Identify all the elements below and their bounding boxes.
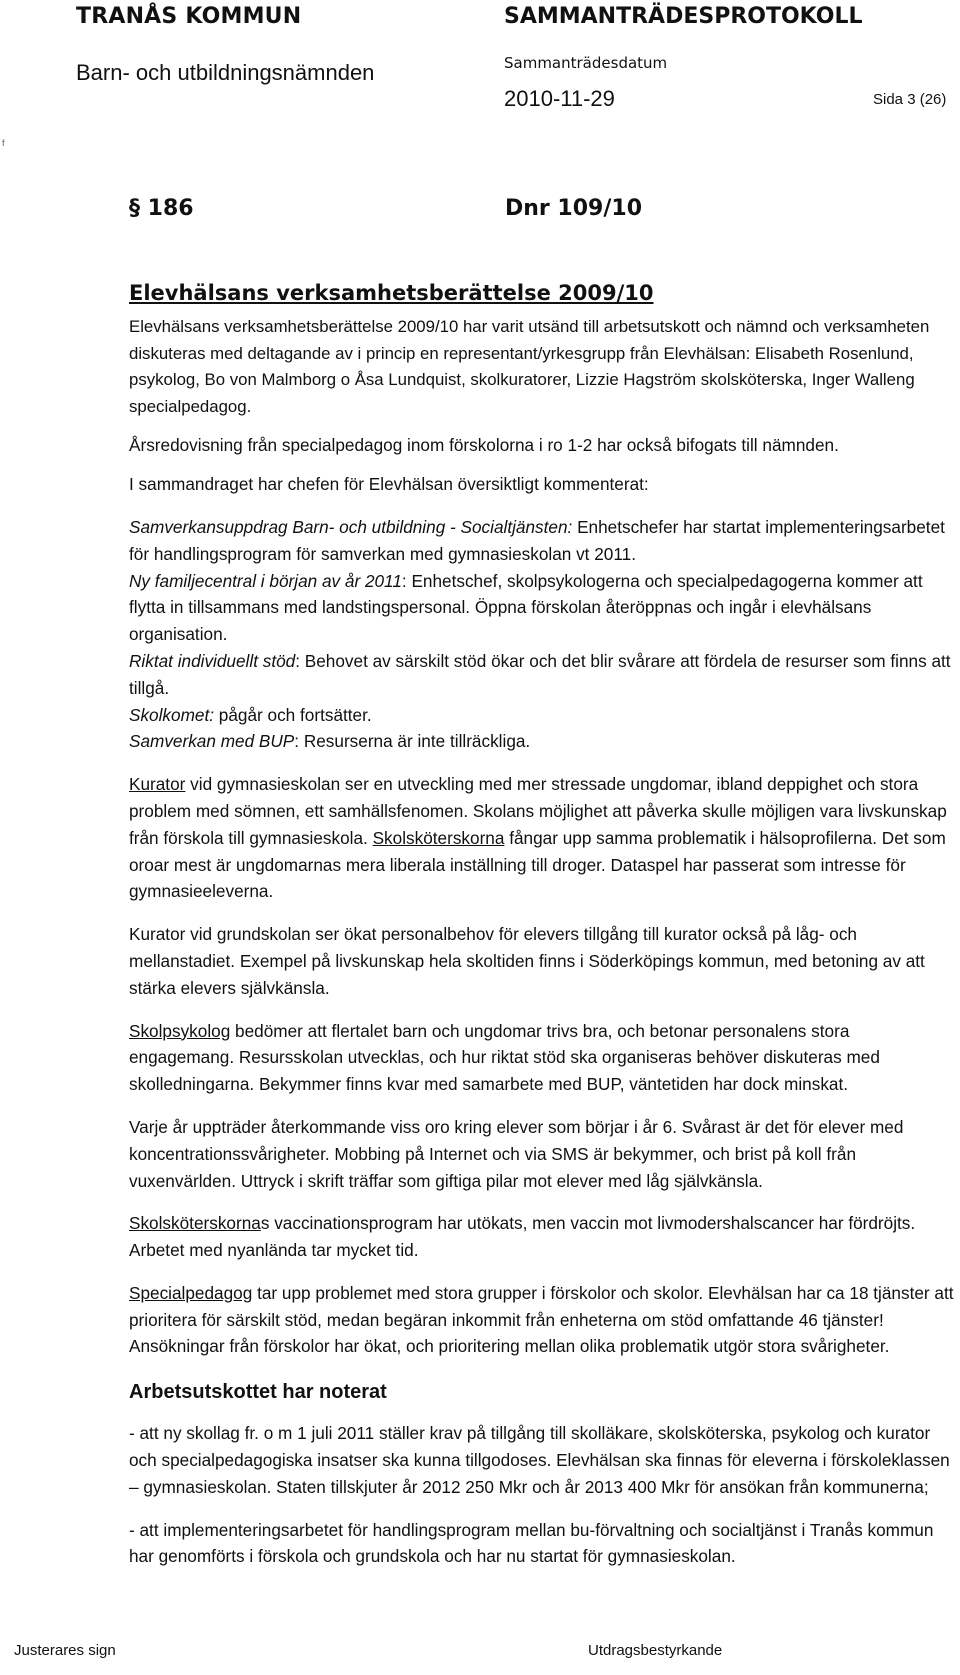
paragraph-5-lead: Ny familjecentral i början av år 2011 bbox=[129, 570, 402, 591]
paragraph-2: Årsredovisning från specialpedagog inom förskolorna i ro 1-2 har också bifogats till nämnden. bbox=[129, 435, 839, 456]
paragraph-9-underlined-1: Kurator bbox=[129, 774, 186, 795]
paragraph-6-lead: Riktat individuellt stöd bbox=[129, 650, 296, 671]
paragraph-11-underlined: Skolpsykolog bbox=[129, 1020, 231, 1041]
department-name: Barn- och utbildningsnämnden bbox=[76, 60, 375, 85]
paragraph-9-underlined-2: Skolsköterskorna bbox=[372, 827, 505, 848]
footer-signature-label: Justerares sign bbox=[14, 1642, 116, 1659]
paragraph-13 bbox=[129, 1210, 954, 1264]
paragraph-9-text-b: fångar upp samma problematik i hälsoprofilerna. Det som oroar mest är ungdomarnas mera liberala inställning till droger. Dataspel har passerat som intresse för gymnasieeleverna. bbox=[129, 827, 946, 902]
paragraph-number: § 186 bbox=[129, 196, 194, 221]
paragraph-12: Varje år uppträder återkommande viss oro kring elever som börjar i år 6. Svårast är det för elever med koncentrationssvårigheter. Mobbing på Internet och via SMS är bekymmer, och brist på koll från vuxenvärlden. Uttryck i skrift träffar som giftiga pilar mot elever med låg självkänsla. bbox=[129, 1116, 904, 1191]
paragraph-9-text-a: vid gymnasieskolan ser en utveckling med mer stressade ungdomar, ibland deppighet och stora problem med sömnen, ett samhällsfenomen. Skolans möjlighet att påverka skulle möjligen vara livskunskap från förskola till gymnasieskola. bbox=[129, 774, 947, 848]
paragraph-5-text: : Enhetschef, skolpsykologerna och specialpedagogerna kommer att flytta in tillsammans med landstingspersonal. Öppna förskolan återöppnas och ingår i elevhälsans organisation. bbox=[129, 570, 923, 645]
paragraph-7-lead: Skolkomet: bbox=[129, 704, 215, 725]
paragraph-15: - att ny skollag fr. o m 1 juli 2011 ställer krav på tillgång till skolläkare, skolsköterska, psykolog och kurator och specialpedagogiska insatser ska kunna tillgodoses. Elevhälsan ska finnas för eleverna i förskoleklassen – gymnasieskolan. Staten tillskjuter år 2012 250 Mkr och år 2013 400 Mkr för ansökan från kommunerna; bbox=[129, 1423, 950, 1497]
paragraph-8-lead: Samverkan med BUP bbox=[129, 731, 295, 752]
paragraph-13-underlined: Skolsköterskorna bbox=[129, 1213, 261, 1234]
paragraph-6 bbox=[129, 648, 954, 702]
paragraph-4 bbox=[129, 514, 954, 568]
footer-certification-label: Utdragsbestyrkande bbox=[588, 1642, 723, 1659]
paragraph-5 bbox=[129, 568, 954, 648]
paragraph-7-text: pågår och fortsätter. bbox=[214, 704, 372, 725]
paragraph-1: Elevhälsans verksamhetsberättelse 2009/10 har varit utsänd till arbetsutskott och nämnd och verksamheten diskuteras med deltagande av i princip en representant/yrkesgrupp från Elevhälsan: Elisabeth Rosenlund, psykolog, Bo von Malmborg o Åsa Lundquist, skolkuratorer, Lizzie Hagström skolsköterska, Inger Walleng specialpedagog. bbox=[129, 317, 930, 416]
paragraph-3: I sammandraget har chefen för Elevhälsan översiktligt kommenterat: bbox=[129, 474, 649, 495]
paragraph-6-text: : Behovet av särskilt stöd ökar och det blir svårare att fördela de resurser som finns att tillgå. bbox=[129, 650, 951, 698]
paragraph-8-text: : Resurserna är inte tillräckliga. bbox=[294, 731, 531, 752]
paragraph-8 bbox=[129, 728, 954, 755]
diary-number: Dnr 109/10 bbox=[505, 196, 643, 221]
document-body bbox=[129, 314, 954, 1570]
paragraph-11-text: bedömer att flertalet barn och ungdomar trivs bra, och betonar personalens stora engagemang. Resursskolan utvecklas, och hur riktat stöd ska organiseras behöver diskuteras med skolledningarna. Bekymmer finns kvar med samarbete med BUP, väntetiden har dock minskat. bbox=[129, 1020, 880, 1095]
paragraph-14-underlined: Specialpedagog bbox=[129, 1282, 253, 1303]
paragraph-9 bbox=[129, 771, 954, 905]
organization-name: TRANÅS KOMMUN bbox=[76, 4, 302, 29]
paragraph-16: - att implementeringsarbetet för handlingsprogram mellan bu-förvaltning och socialtjänst i Tranås kommun har genomförts i förskola och grundskola och har nu startat för gymnasieskolan. bbox=[129, 1519, 934, 1567]
document-type: SAMMANTRÄDESPROTOKOLL bbox=[504, 4, 863, 29]
paragraph-13-text: s vaccinationsprogram har utökats, men vaccin mot livmodershalscancer har fördröjts. Arbetet med nyanlända tar mycket tid. bbox=[129, 1213, 916, 1261]
date-label: Sammanträdesdatum bbox=[504, 54, 668, 72]
page-number: Sida 3 (26) bbox=[873, 91, 947, 108]
paragraph-10: Kurator vid grundskolan ser ökat personalbehov för elevers tillgång till kurator också på låg- och mellanstadiet. Exempel på livskunskap hela skoltiden finns i Söderköpings kommun, med betoning av att stärka elevers självkänsla. bbox=[129, 924, 925, 998]
paragraph-4-lead: Samverkansuppdrag Barn- och utbildning - Socialtjänsten: bbox=[129, 516, 573, 537]
paragraph-7 bbox=[129, 702, 954, 729]
paragraph-14 bbox=[129, 1280, 954, 1360]
paragraph-11 bbox=[129, 1018, 954, 1098]
section-title: Elevhälsans verksamhetsberättelse 2009/10 bbox=[129, 281, 654, 305]
paragraph-14-text: tar upp problemet med stora grupper i förskolor och skolor. Elevhälsan har ca 18 tjänster att prioritera för särskilt stöd, medan begäran inkommit från enheterna om stöd omfattande 46 tjänster! Ansökningar från förskolor har ökat, och prioritering mellan olika problematik utgör stora svårigheter. bbox=[129, 1282, 954, 1357]
meeting-date: 2010-11-29 bbox=[504, 86, 615, 111]
paragraph-4-text: Enhetschefer har startat implementeringsarbetet för handlingsprogram för samverkan med gymnasieskolan vt 2011. bbox=[129, 516, 945, 564]
margin-mark: f bbox=[2, 138, 5, 148]
subheading: Arbetsutskottet har noterat bbox=[129, 1381, 387, 1404]
